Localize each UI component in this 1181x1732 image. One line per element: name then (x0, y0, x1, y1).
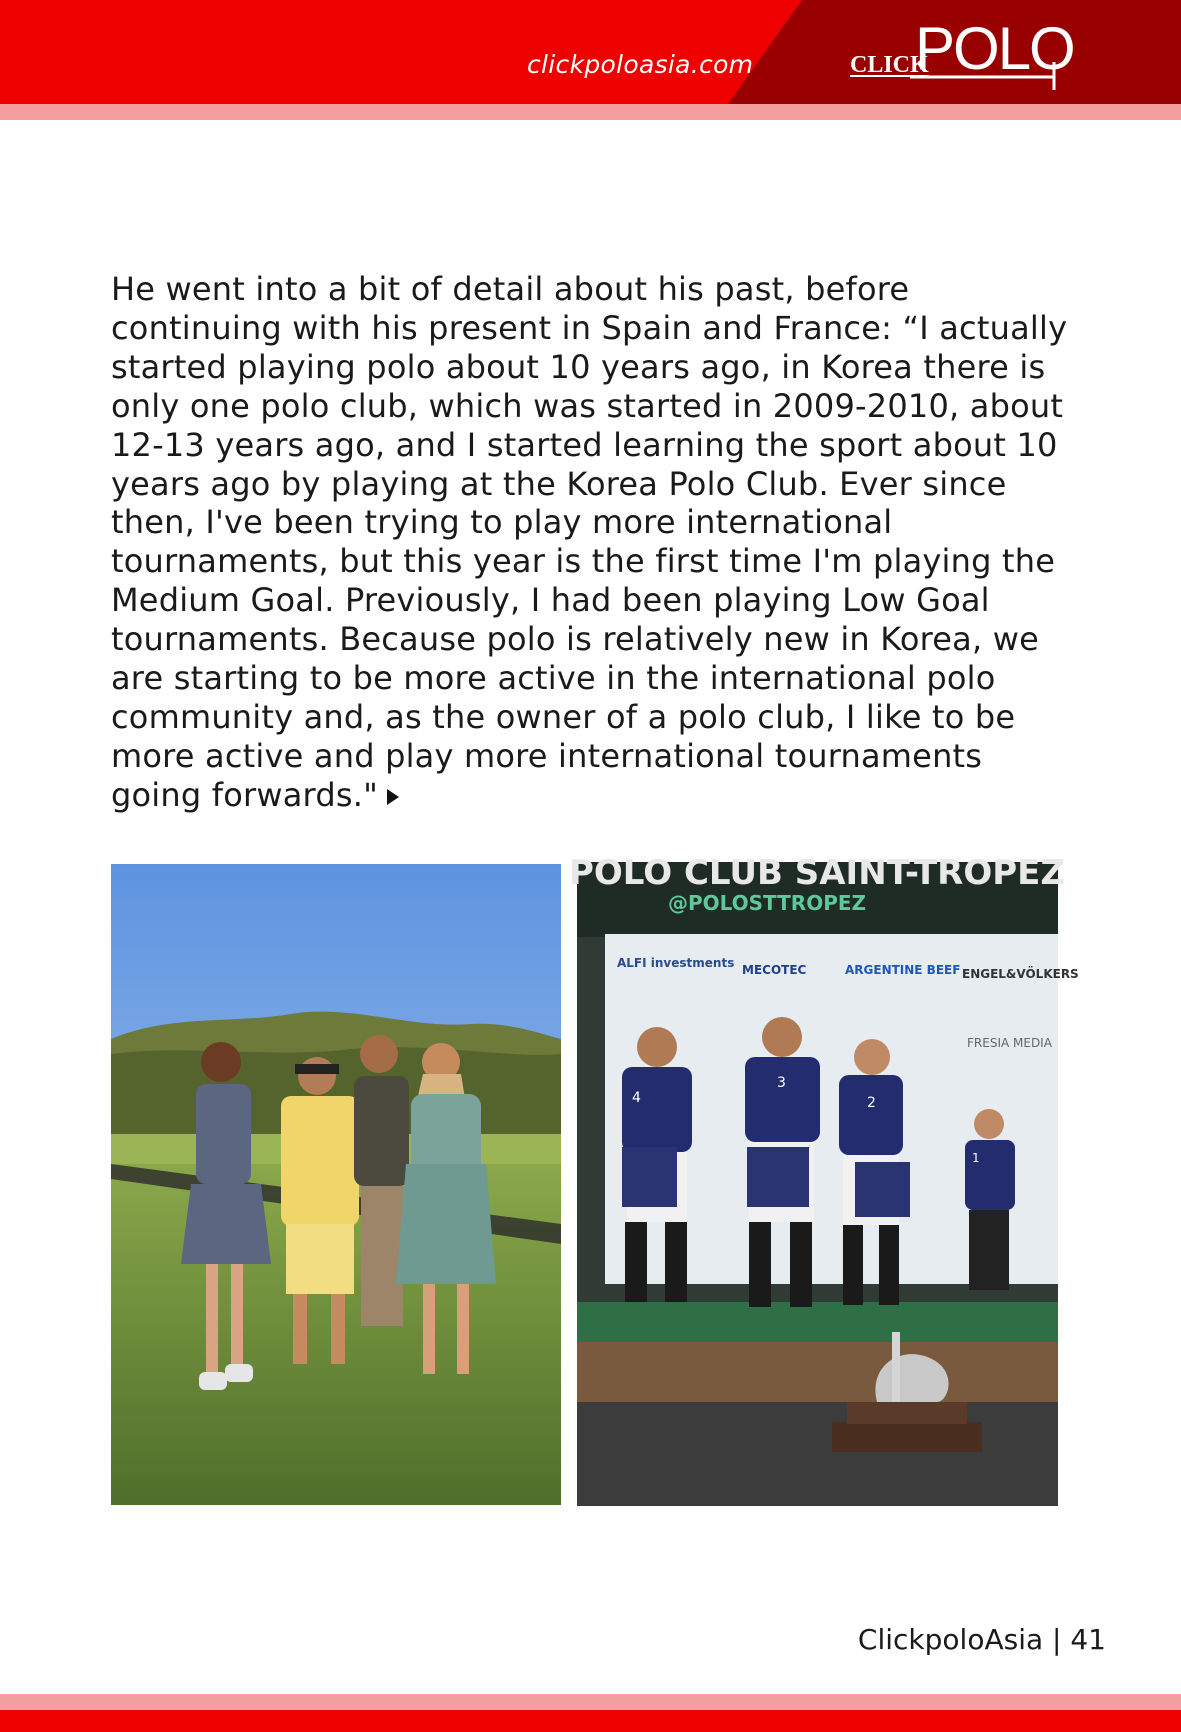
logo-click-text: CLICK (850, 52, 929, 78)
clickpolo-logo (850, 15, 1074, 92)
logo-polo-text: POLO (915, 15, 1074, 82)
page-header (0, 0, 1181, 120)
logo-underline-stroke (850, 22, 1070, 92)
photo-podium-saint-tropez (568, 853, 1079, 1506)
article-paragraph (111, 270, 1071, 815)
footer-bar (0, 1694, 1181, 1732)
banner-title: POLO CLUB SAINT-TROPEZ (568, 853, 1066, 893)
site-url[interactable]: clickpoloasia.com (527, 50, 754, 79)
jersey-number-3: 3 (777, 1075, 786, 1091)
sponsor-engel-volkers: ENGEL&VÖLKERS (962, 967, 1079, 981)
article-paragraph-text: He went into a bit of detail about his past, before continuing with his present in Spain and France: “I actually started playing polo about 10 years ago, in Korea there is only one polo club, which was started in 2009-2010, about 12-13 years ago, and I started learning the sport about 10 years ago by playing at the Korea Polo Club. Ever since then, I've been trying to play more international tournaments, but this year is the first time I'm playing the Medium Goal. Previously, I had been playing Low Goal tournaments. Because polo is relatively new in Korea, we are starting to be more active in the international polo community and, as the owner of a polo club, I like to be more active and play more international tournaments going forwards." (111, 270, 1068, 814)
sponsor-mecotec: MECOTEC (742, 963, 807, 977)
sponsor-fresia-media: FRESIA MEDIA (967, 1036, 1052, 1050)
sponsor-argentine-beef: ARGENTINE BEEF (845, 963, 961, 977)
jersey-number-1: 1 (972, 1151, 980, 1165)
banner-handle: @POLOSTTROPEZ (667, 891, 867, 915)
page-footer-label: ClickpoloAsia | 41 (857, 1623, 1106, 1656)
photo-group-sunset (111, 864, 561, 1505)
sponsor-alfi: ALFI investments (617, 956, 735, 970)
triangle-right-icon (386, 788, 400, 806)
jersey-number-2: 2 (867, 1095, 876, 1111)
jersey-number-4: 4 (632, 1090, 641, 1106)
